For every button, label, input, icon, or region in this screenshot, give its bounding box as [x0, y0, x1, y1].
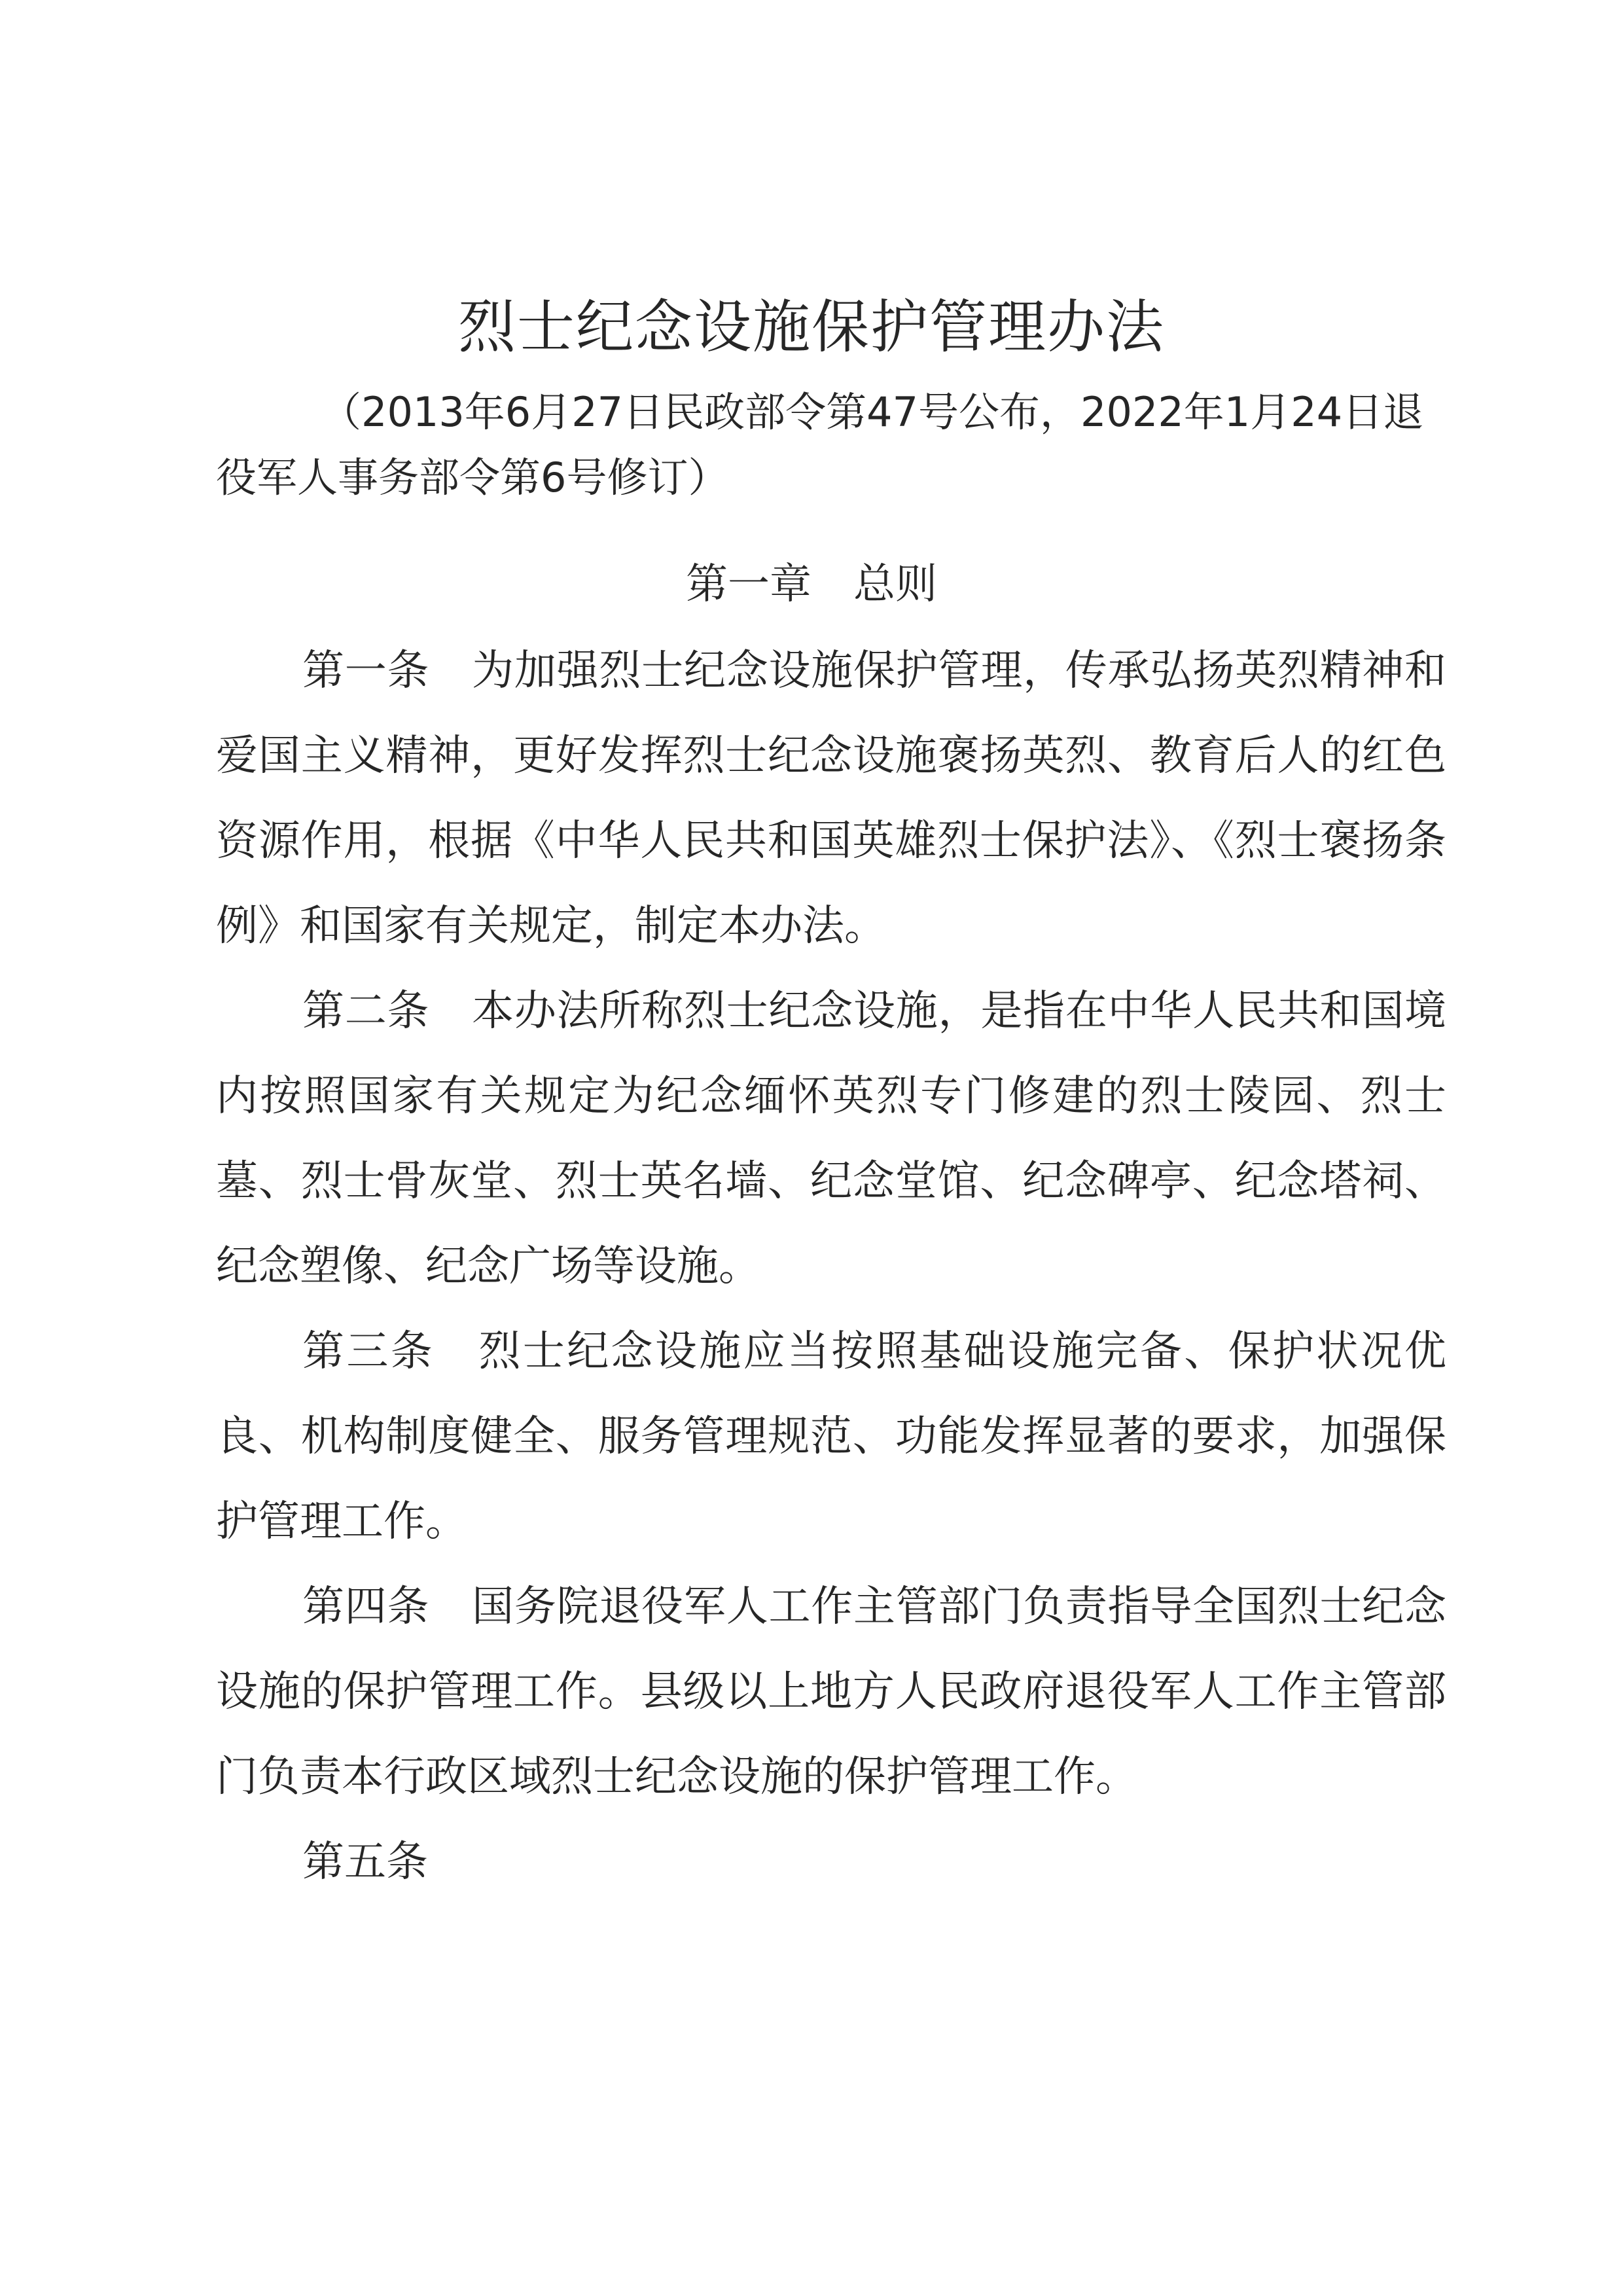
article-4 — [216, 1564, 1446, 1820]
article-text: 本办法所称烈士纪念设施，是指在中华人民共和国境内按照国家有关规定为纪念缅怀英烈专门修建的烈士陵园、烈士墓、烈士骨灰堂、烈士英名墙、纪念堂馆、纪念碑亭、纪念塔祠、纪念塑像、纪念广场等设施。 — [216, 987, 1447, 1291]
article-text: 烈士纪念设施应当按照基础设施完备、保护状况优良、机构制度健全、服务管理规范、功能发挥显著的要求，加强保护管理工作。 — [216, 1327, 1447, 1546]
article-label: 第五条 — [302, 1838, 428, 1886]
chapter-heading: 第一章 总则 — [686, 560, 937, 609]
article-text: 为加强烈士纪念设施保护管理，传承弘扬英烈精神和爱国主义精神，更好发挥烈士纪念设施褒扬英烈、教育后人的红色资源作用，根据《中华人民共和国英雄烈士保护法》、《烈士褒扬条例》和国家有关规定，制定本办法。 — [216, 647, 1447, 950]
article-2 — [216, 969, 1446, 1309]
article-3 — [216, 1309, 1446, 1564]
article-label: 第三条 — [302, 1327, 435, 1376]
article-5 — [216, 1820, 1446, 1905]
article-label: 第四条 — [302, 1583, 430, 1631]
article-text: 国务院退役军人工作主管部门负责指导全国烈士纪念设施的保护管理工作。县级以上地方人民政府退役军人工作主管部门负责本行政区域烈士纪念设施的保护管理工作。 — [216, 1583, 1447, 1801]
article-label: 第一条 — [302, 647, 430, 695]
source-note: （2013年6月27日民政部令第47号公布，2022年1月24日退役军人事务部令第6号修订） — [216, 388, 1424, 501]
article-1 — [216, 628, 1446, 969]
article-label: 第二条 — [302, 987, 430, 1035]
document-title: 烈士纪念设施保护管理办法 — [457, 293, 1165, 361]
document-body — [216, 628, 1446, 1905]
